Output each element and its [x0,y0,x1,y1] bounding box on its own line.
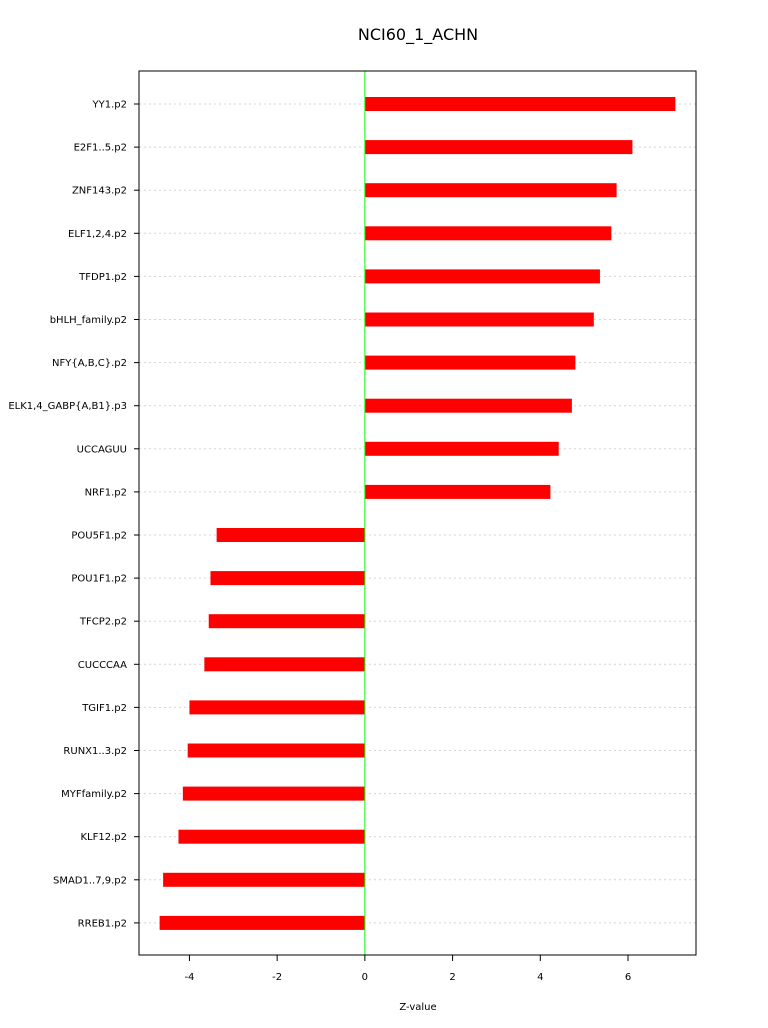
y-tick-label: bHLH_family.p2 [49,315,127,326]
bar [204,657,365,671]
y-tick-label: SMAD1..7,9.p2 [52,875,127,887]
bar [365,183,617,197]
bar [210,571,364,585]
x-tick-label: 0 [361,972,369,983]
bar [183,787,365,801]
bar [365,140,633,154]
bar [365,485,551,499]
y-tick-label: TFDP1.p2 [79,271,127,283]
bar [217,528,365,542]
y-tick-label: TFCP2.p2 [79,616,127,628]
y-tick-label: RREB1.p2 [77,918,127,930]
y-tick-label: NRF1.p2 [84,487,127,499]
x-tick-label: 4 [537,972,544,983]
x-axis [184,955,631,983]
bar [209,614,365,628]
y-tick-labels [8,100,139,930]
bar [160,916,365,930]
bar [365,269,600,283]
y-tick-label: ELK1,4_GABP{A,B1}.p3 [8,401,127,413]
y-tick-label: POU1F1.p2 [71,573,127,585]
y-tick-label: YY1.p2 [92,99,127,111]
bar [365,313,594,327]
bar [365,356,576,370]
bar [189,700,364,714]
y-tick-label: ZNF143.p2 [71,185,127,197]
bar [188,744,365,758]
bar [163,873,365,887]
y-tick-label: E2F1..5.p2 [73,142,127,154]
y-tick-label: RUNX1..3.p2 [63,746,127,757]
y-tick-label: UCCAGUU [76,444,127,456]
bar [365,226,611,240]
bar [365,442,559,456]
bar [365,399,572,413]
y-tick-label: TGIF1.p2 [82,702,127,714]
bar [365,97,676,111]
x-tick-label: 6 [624,972,632,983]
chart-title: NCI60_1_ACHN [357,25,479,44]
y-tick-label: POU5F1.p2 [71,530,127,542]
x-tick-label: 2 [449,972,456,983]
y-tick-label: KLF12.p2 [80,832,127,844]
bar [178,830,364,844]
x-axis-label: Z-value [399,1002,437,1013]
bars [160,97,676,930]
y-tick-label: MYFfamily.p2 [61,789,127,801]
x-tick-label: -2 [272,972,283,983]
plot-frame [139,71,696,955]
y-tick-label: ELF1,2,4.p2 [68,228,127,240]
y-tick-label: CUCCCAA [77,659,127,671]
y-tick-label: NFY{A,B,C}.p2 [52,358,127,370]
x-tick-label: -4 [184,972,195,983]
